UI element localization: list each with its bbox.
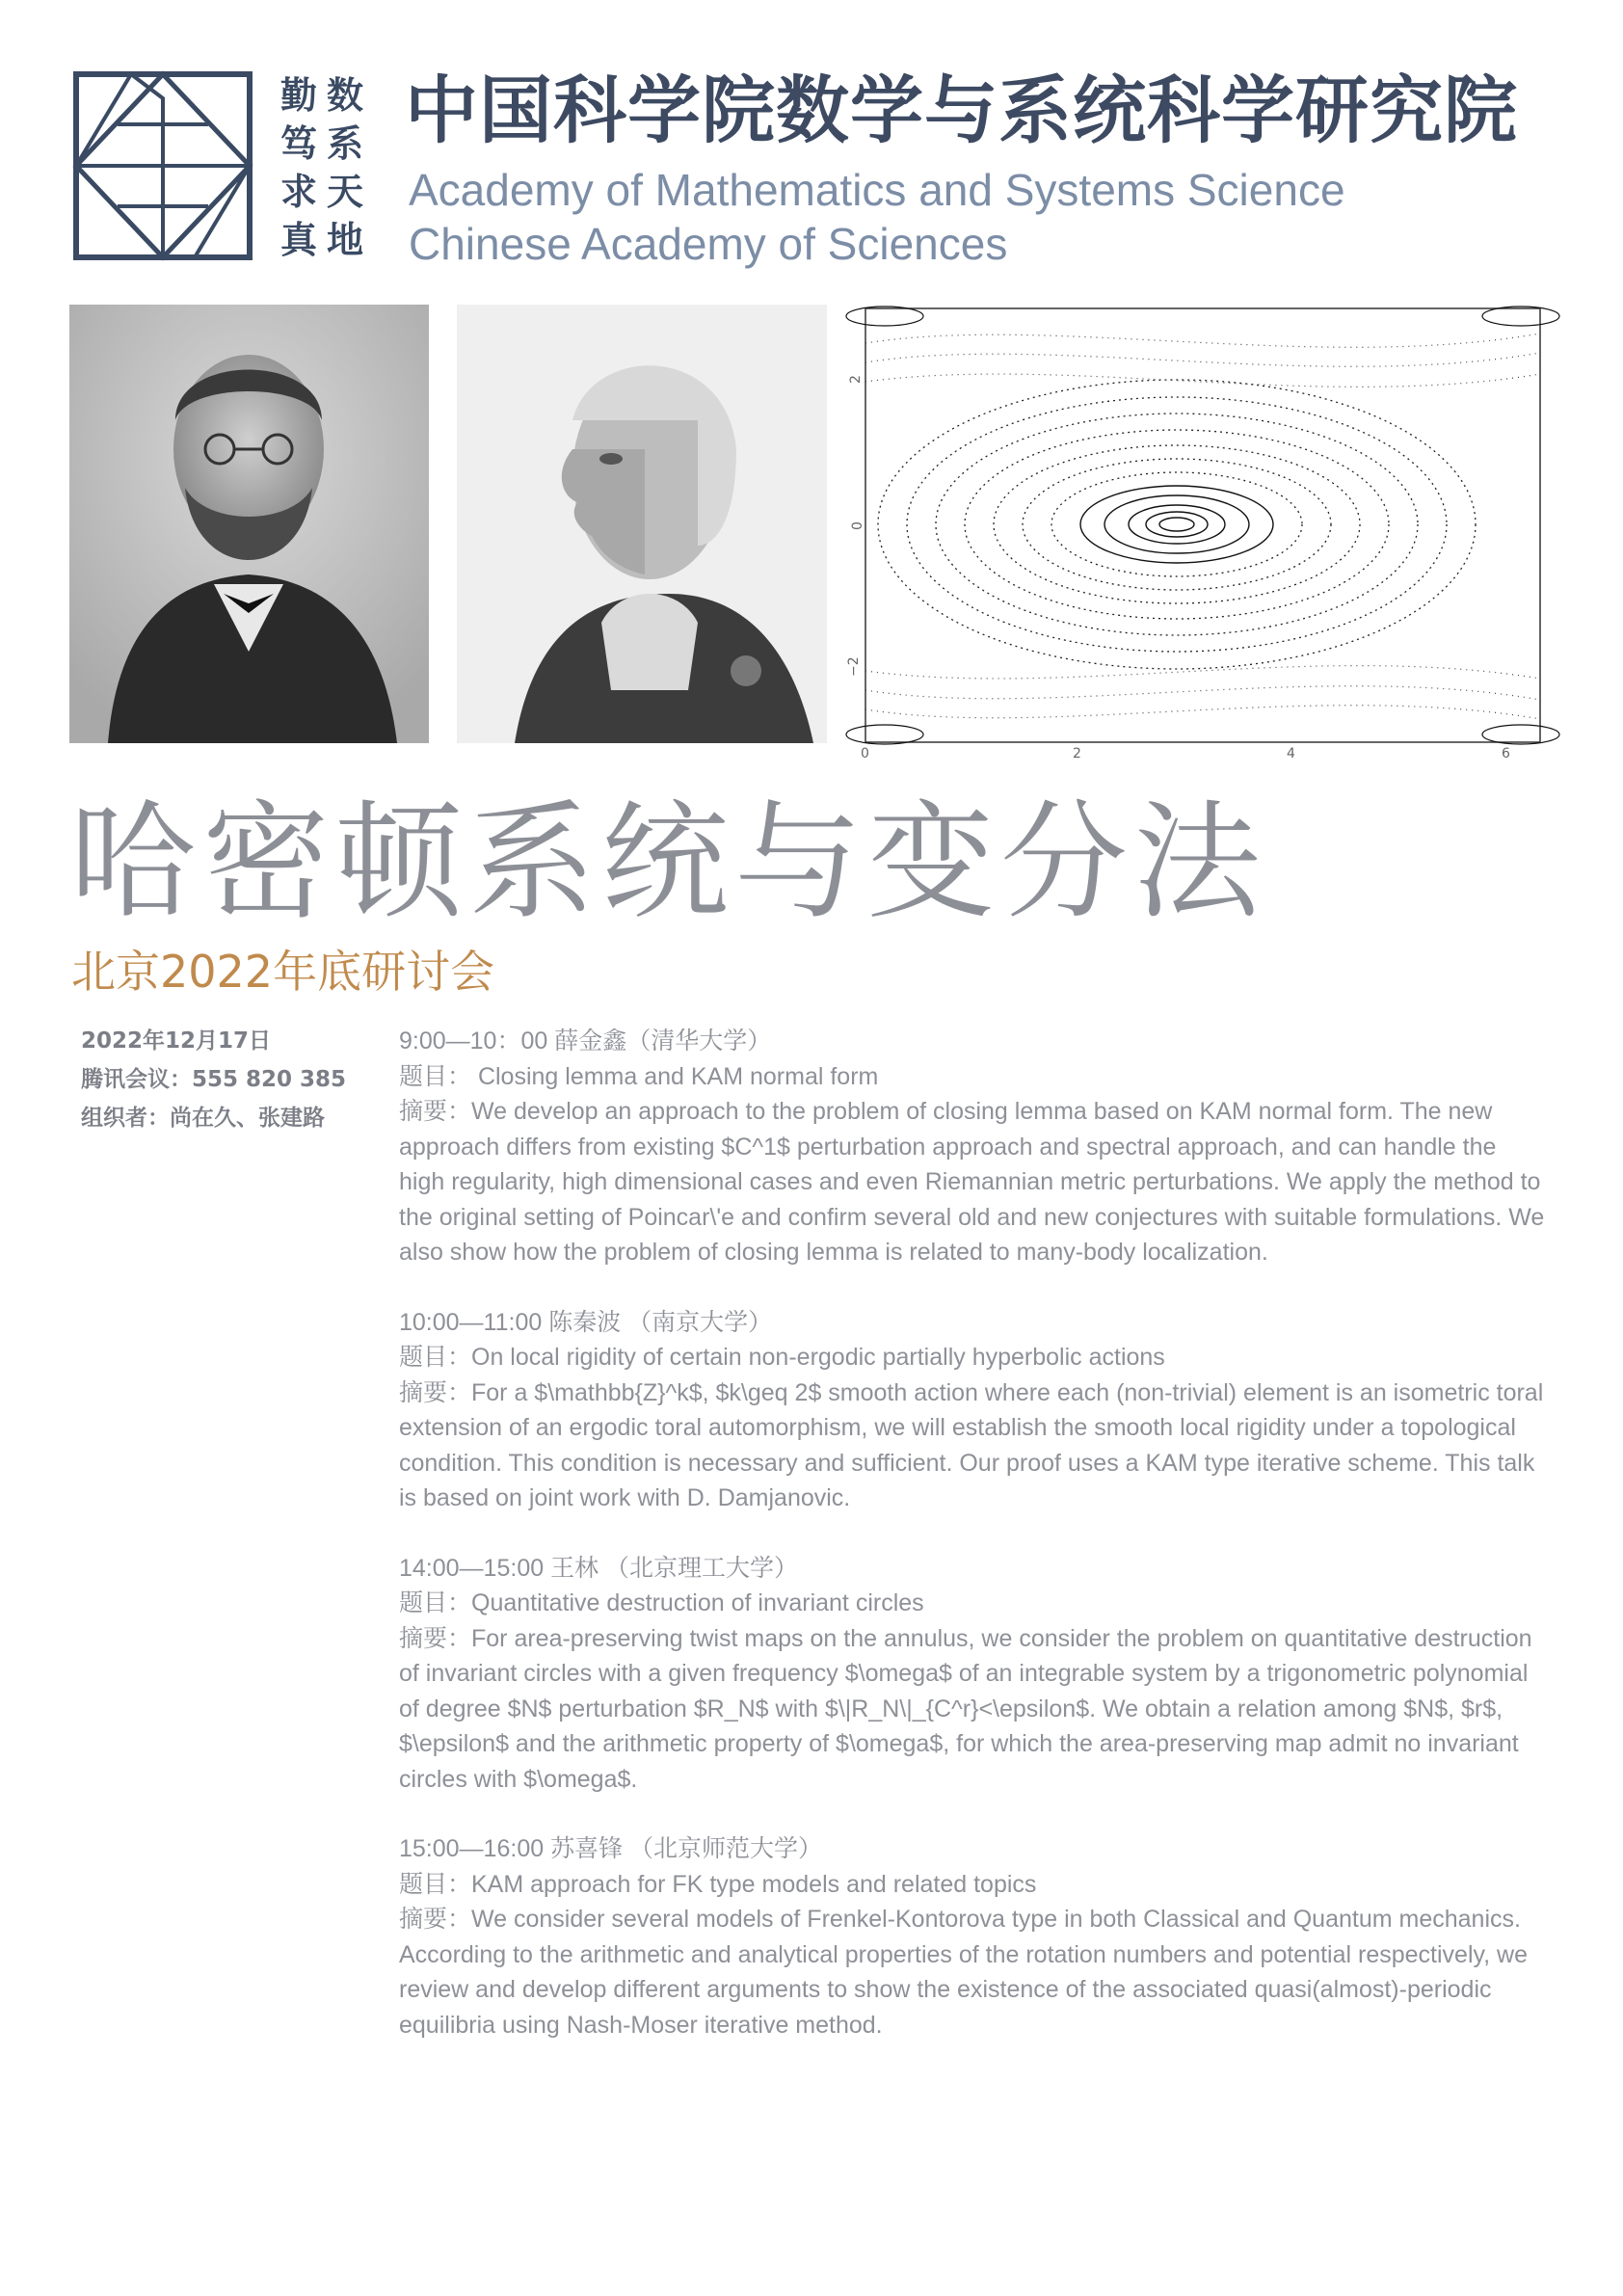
institute-motto [276,71,368,264]
portrait-photo-left [69,305,429,743]
motto-char: 系 [326,122,363,165]
institute-name-en-line2: Chinese Academy of Sciences [409,219,1008,269]
motto-char: 求 [279,171,317,213]
talk-item [399,1305,1546,1516]
talk-abstract: 摘要：We develop an approach to the problem of closing lemma based on KAM normal form. The new approach differs from existing $C^1$ perturbation approach and spectral approach, and can handle the high regularity, high dimensional cases and even Riemannian metric perturbations. We apply the method to the original setting of Poincar\'e and confirm several old and new conjectures with suitable formulations. We also show how the problem of closing lemma is related to many-body localization. [399,1098,1545,1266]
x-tick-label: 0 [861,746,869,761]
organizers: 组织者：尚在久、张建路 [81,1106,325,1131]
motto-char: 勤 [279,74,317,117]
talk-abstract: 摘要：For area-preserving twist maps on the annulus, we consider the problem on quantitative destruction of invariant circles with a given frequency $\omega$ of an integrable system by a trigonometric polynomial of degree $N$ perturbation $R_N$ with $\|R_N\|_{C^r}<\epsilon$. We obtain a relation among $N$, $r$, $\epsilon$ and the arithmetic property of $\omega$, for which the area-preserving map admit no invariant circles with $\omega$. [399,1624,1532,1793]
portrait-photo-middle [457,305,827,743]
talk-item [399,1024,1546,1270]
y-tick-label: −2 [846,656,862,677]
meeting-id: 腾讯会议：555 820 385 [81,1067,347,1092]
motto-char: 天 [326,171,363,213]
event-subtitle: 北京2022年底研讨会 [71,946,495,998]
talk-item [399,1551,1546,1798]
talk-time-speaker: 14:00—15:00 王林 （北京理工大学） [399,1554,799,1582]
talk-title: 题目：KAM approach for FK type models and related topics [399,1870,1037,1898]
talk-abstract: 摘要：For a $\mathbb{Z}^k$, $k\geq 2$ smooth action where each (non-trivial) element is an isometric toral extension of an ergodic toral automorphism, we will establish the smooth local rigidity under a topological condition. This condition is necessary and sufficient. Our proof uses a KAM type iterative scheme. This talk is based on joint work with D. Damjanovic. [399,1378,1544,1511]
y-tick-label: 2 [848,375,864,384]
event-title: 哈密顿系统与变分法 [69,788,1266,937]
institute-name-en-line1: Academy of Mathematics and Systems Science [409,165,1345,215]
institute-name-cn: 中国科学院数学与系统科学研究院 [405,67,1518,153]
phase-portrait-plot [846,305,1542,761]
motto-char: 真 [279,219,317,261]
talk-abstract: 摘要：We consider several models of Frenkel-Kontorova type in both Classical and Quantum mechanics. According to the arithmetic and analytical properties of the rotation numbers and potential respectively, we review and develop different arguments to show the existence of the associated quasi(almost)-periodic equilibria using Nash-Moser iterative method. [399,1906,1529,2039]
talk-time-speaker: 10:00—11:00 陈秦波 （南京大学） [399,1308,773,1336]
talk-title: 题目：Quantitative destruction of invariant circles [399,1589,924,1616]
institute-logo [73,71,253,260]
event-info [81,1022,370,1137]
event-date: 2022年12月17日 [81,1028,272,1054]
motto-char: 数 [326,74,363,117]
talk-schedule [399,1024,1546,2077]
talk-item [399,1831,1546,2042]
x-tick-label: 2 [1073,746,1081,761]
talk-title: 题目：On local rigidity of certain non-ergodic partially hyperbolic actions [399,1344,1165,1371]
talk-time-speaker: 9:00—10：00 薛金鑫（清华大学） [399,1028,772,1055]
talk-title: 题目： Closing lemma and KAM normal form [399,1062,879,1090]
talk-time-speaker: 15:00—16:00 苏喜锋 （北京师范大学） [399,1835,823,1862]
motto-char: 地 [326,219,363,261]
x-tick-label: 4 [1287,746,1295,761]
motto-char: 笃 [279,122,317,165]
x-tick-label: 6 [1502,746,1510,761]
y-tick-label: 0 [850,521,865,530]
